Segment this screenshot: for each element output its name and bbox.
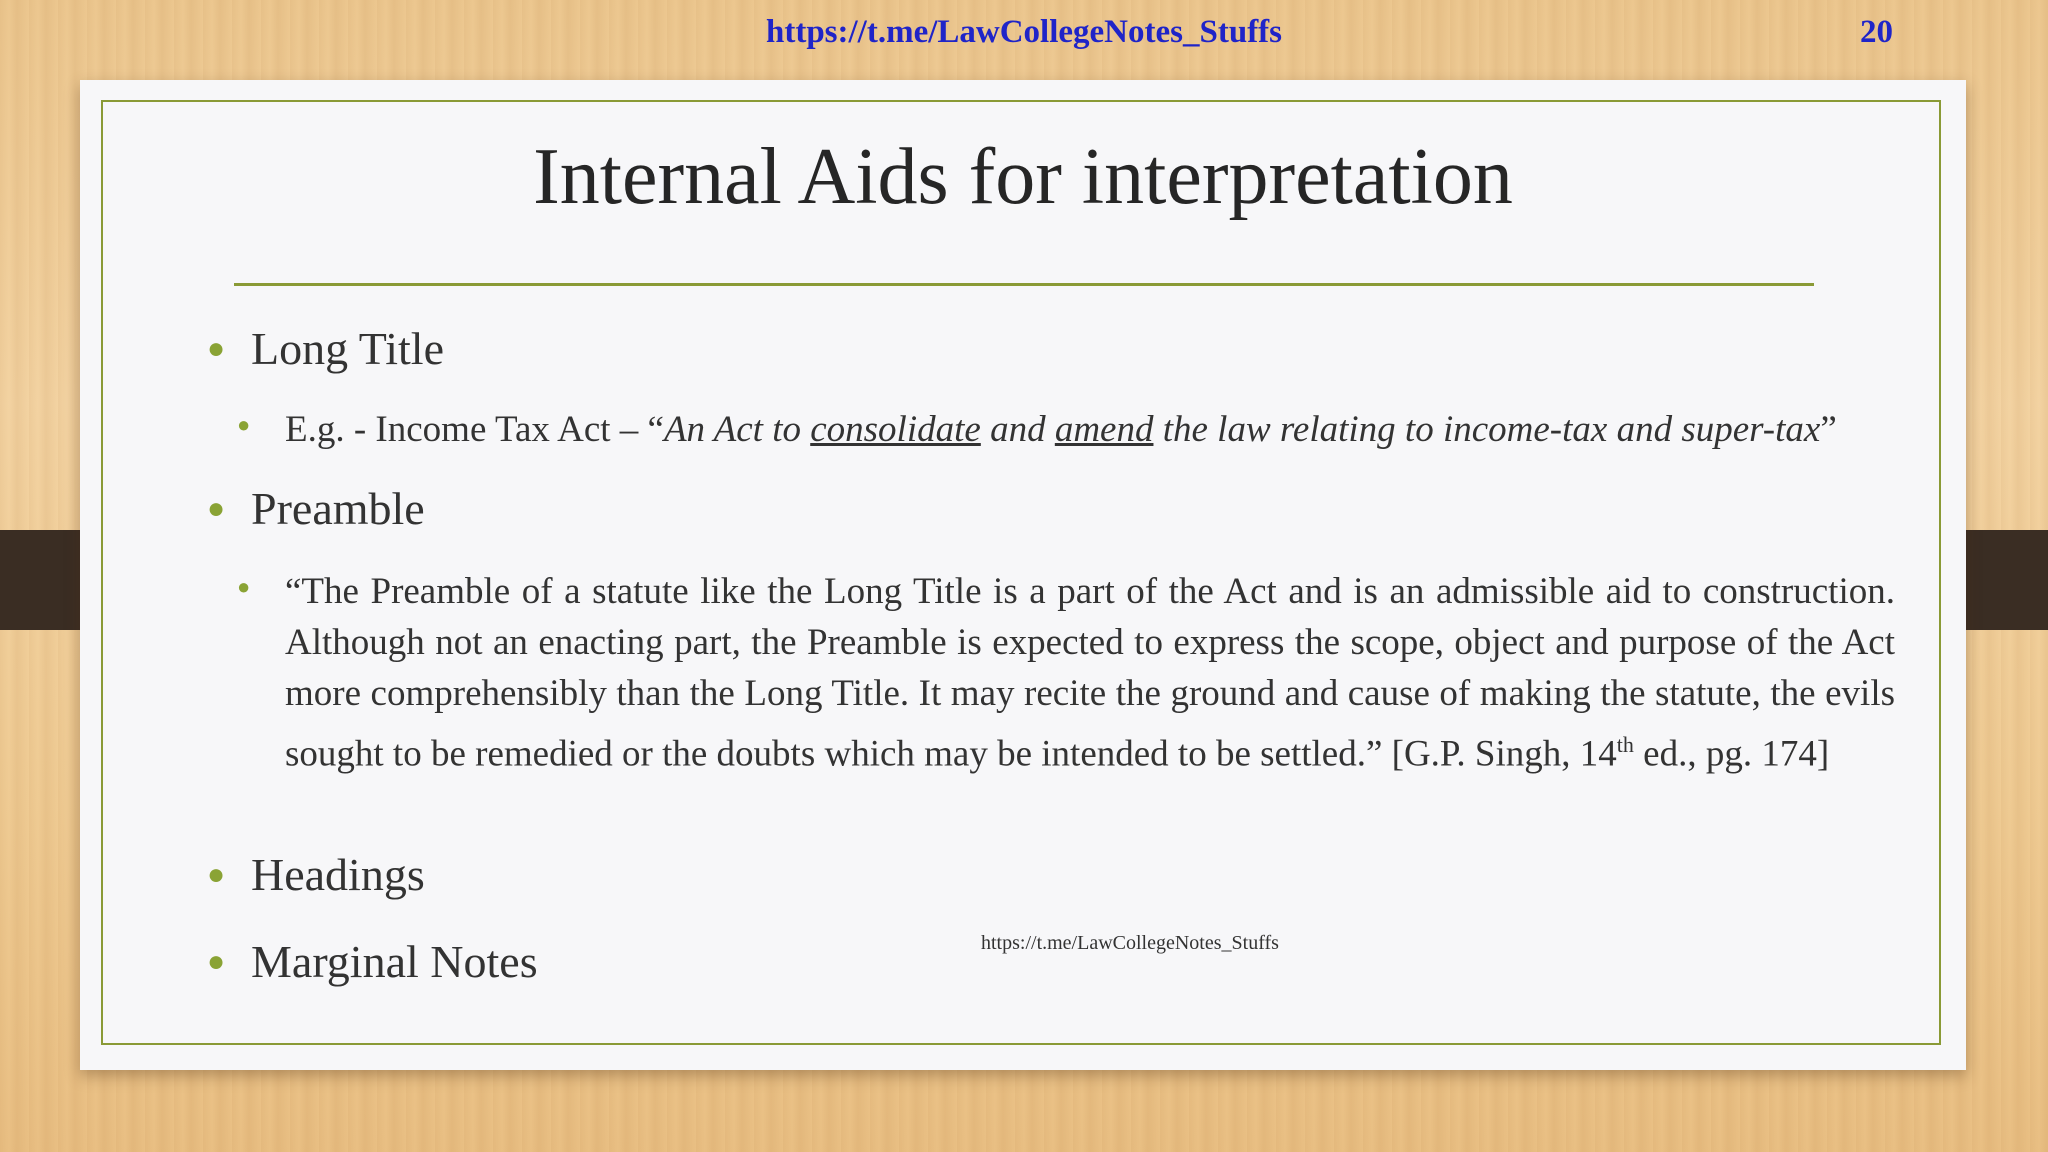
bullet-dot-icon: ● bbox=[237, 412, 251, 437]
bullet-dot-icon: ● bbox=[207, 945, 226, 978]
bullet-label: Preamble bbox=[251, 483, 425, 534]
sub-bullet-long-title-example bbox=[237, 404, 1837, 456]
header-link[interactable]: https://t.me/LawCollegeNotes_Stuffs bbox=[765, 14, 1283, 50]
sub-bullet-preamble-quote bbox=[237, 566, 1895, 779]
bullet-preamble bbox=[207, 482, 425, 535]
bullet-dot-icon: ● bbox=[207, 332, 226, 365]
quote-body: “The Preamble of a statute like the Long Title is a part of the Act and is an admissible aid to construction. Although not an enacting part, the Preamble is expected to express the scope, object and purpose of the Act more comprehensibly than the Long Title. It may recite the ground and cause of making the statute, the evils sought to be remedied or the doubts which may be intended to be settled.” [G.P. Singh, 14 bbox=[285, 571, 1895, 775]
example-italic: An Act to bbox=[663, 409, 811, 450]
slide bbox=[80, 80, 1966, 1070]
bullet-label: Marginal Notes bbox=[251, 936, 538, 987]
bullet-headings bbox=[207, 848, 425, 901]
example-underline-consolidate: consolidate bbox=[810, 409, 981, 450]
bullet-long-title bbox=[207, 322, 444, 375]
page-number: 20 bbox=[1860, 14, 1893, 50]
example-italic: and bbox=[980, 409, 1055, 450]
title-divider bbox=[234, 283, 1814, 286]
quote-superscript: th bbox=[1616, 732, 1634, 757]
preamble-quote bbox=[285, 566, 1895, 779]
slide-title: Internal Aids for interpretation bbox=[533, 133, 1513, 221]
example-italic: the law relating to income-tax and super-tax bbox=[1153, 409, 1821, 450]
bullet-dot-icon: ● bbox=[207, 858, 226, 891]
bullet-dot-icon: ● bbox=[237, 574, 251, 599]
example-text bbox=[285, 404, 1837, 456]
quote-tail: ed., pg. 174] bbox=[1633, 733, 1830, 775]
example-prefix: E.g. - Income Tax Act – “ bbox=[285, 409, 664, 450]
example-suffix: ” bbox=[1820, 409, 1837, 450]
bullet-label: Long Title bbox=[251, 323, 445, 374]
footer-link[interactable]: https://t.me/LawCollegeNotes_Stuffs bbox=[981, 932, 1279, 954]
bullet-label: Headings bbox=[251, 849, 425, 900]
example-underline-amend: amend bbox=[1054, 409, 1154, 450]
bullet-marginal-notes bbox=[207, 935, 538, 988]
bullet-dot-icon: ● bbox=[207, 492, 226, 525]
